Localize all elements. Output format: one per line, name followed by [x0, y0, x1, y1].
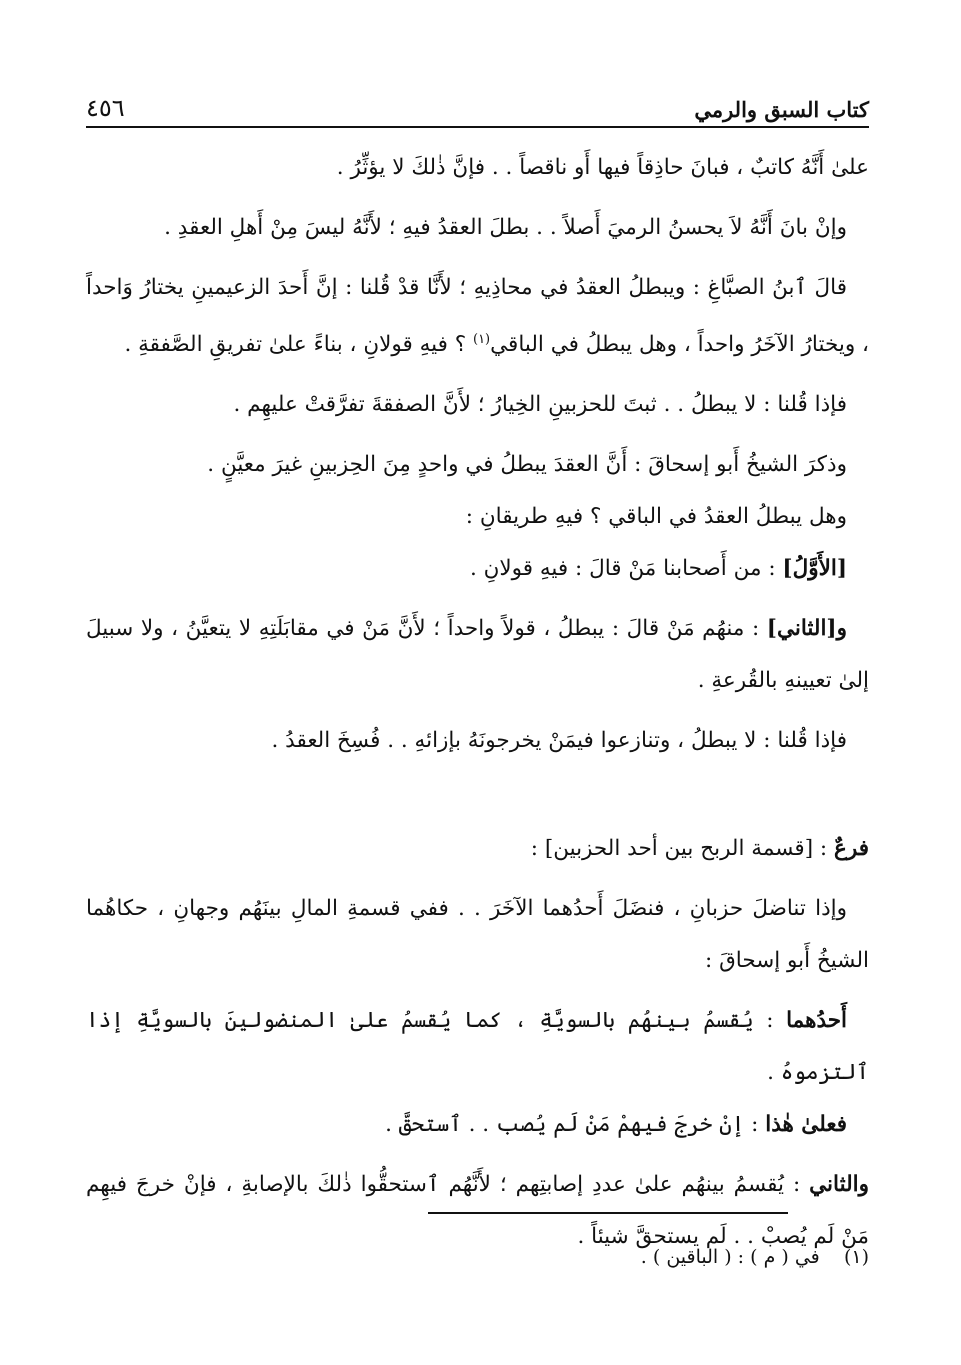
- footnote-marker: (١): [843, 1246, 869, 1268]
- book-title: كتاب السبق والرمي: [694, 97, 869, 122]
- running-header: [86, 80, 869, 126]
- section-title: : [قسمة الربح بين أحد الحزبين] :: [530, 836, 835, 862]
- paragraph: علىٰ أَنَّهُ كاتبٌ ، فبانَ حاذِقاً فيها أَو ناقصاً . . فإنَّ ذٰلكَ لا يؤثِّرُ .: [336, 155, 869, 180]
- section-lead: فرعٌ: [834, 836, 869, 862]
- book-page: [86, 80, 869, 1300]
- paragraph-lead: [الأَوَّلُ]: [782, 556, 847, 582]
- paragraph-lead: فعلىٰ هٰذا: [765, 1112, 847, 1138]
- paragraph: فعلىٰ هٰذا : إنْ خرجَ فيهمْ مَنْ لَم يُصب . . ٱستحقَّ .: [385, 1112, 847, 1138]
- paragraph: فإذا قُلنا : لا يبطلُ ، وتنازعوا فيمَنْ يخرجونَهُ بإزائهِ . . فُسِخَ العقدُ .: [271, 728, 847, 754]
- paragraph: قالَ ٱبنُ الصبَّاغِ : ويبطلُ العقدُ في محاذِيهِ ؛ لأَنَّا قدْ قُلنا : إنَّ أَحدَ الزعيمينِ يختارُ وَاحداً ، ويختارُ الآخَرُ واحداً ، وهل يبطلُ في الباقي$^{(١)}$ ؟ فيهِ قولانِ ، بناءً علىٰ تفريقِ الصَّفقةِ .: [86, 275, 869, 358]
- header-divider: [86, 126, 869, 128]
- paragraph: وإذا تناضلَ حزبانِ ، فنضَلَ أَحدُهما الآخَرَ . . ففي قسمةِ المالِ بينَهُم وجهانِ ، حكاهُما الشيخُ أَبو إسحاقَ :: [86, 896, 869, 974]
- page-number: ٤٥٦: [86, 94, 125, 122]
- footnote-text: في ( م ) : ( الباقين ) .: [640, 1246, 820, 1268]
- footnote-ref: (١): [472, 332, 491, 347]
- footnote: [641, 1242, 869, 1272]
- body-text: [86, 142, 869, 1263]
- paragraph: فإذا قُلنا : لا يبطلُ . . ثبتَ للحزبينِ الخِيارُ ؛ لأَنَّ الصفقةَ تفرَّقتْ عليهِم .: [233, 392, 847, 418]
- paragraph: وهل يبطلُ العقدُ في الباقي ؟ فيهِ طريقانِ :: [465, 504, 847, 530]
- paragraph: و[الثاني] : منهُم مَنْ قالَ : يبطلُ ، قولاً واحداً ؛ لأَنَّ مَنْ في مقابَلَتِهِ لا يتعيَّنُ ، ولا سبيلَ إلىٰ تعيينهِ بالقُرعةِ .: [86, 616, 869, 694]
- paragraph-lead: و[الثاني]: [766, 616, 847, 642]
- paragraph-lead: والثاني: [809, 1172, 869, 1198]
- paragraph: وإنْ بانَ أَنَّهُ لاَ يحسنُ الرميَ أَصلاً . . بطلَ العقدُ فيهِ ؛ لأَنَّهُ ليسَ مِنْ أَهلِ العقدِ .: [164, 215, 847, 240]
- paragraph-lead: أَحدُهما: [786, 1008, 847, 1034]
- paragraph: والثاني : يُقسمُ بينهُم علىٰ عددِ إصابتِهم ؛ لأَنَّهُم ٱستحقُّوا ذٰلكَ بالإصابةِ ، فإنْ خرجَ فيهِم مَنْ لَم يُصبْ . . لَم يستحقَّ شيئاً .: [86, 1172, 869, 1250]
- paragraph: [الأَوَّلُ] : من أَصحابنا مَنْ قالَ : فيهِ قولانِ .: [469, 556, 847, 582]
- footnote-divider: [428, 1212, 788, 1214]
- section-heading: [86, 823, 869, 875]
- paragraph: أَحدُهما : يُقسمُ بينهُم بالسويَّةِ ، كما يُقسمُ علىٰ المنضولينَ بالسويَّةِ إذا ٱلتزموهُ .: [86, 1008, 869, 1086]
- paragraph: وذكرَ الشيخُ أَبو إسحاقَ : أَنَّ العقدَ يبطلُ في واحدٍ مِنَ الحِزبينِ غيرَ معيَّنٍ .: [207, 452, 847, 478]
